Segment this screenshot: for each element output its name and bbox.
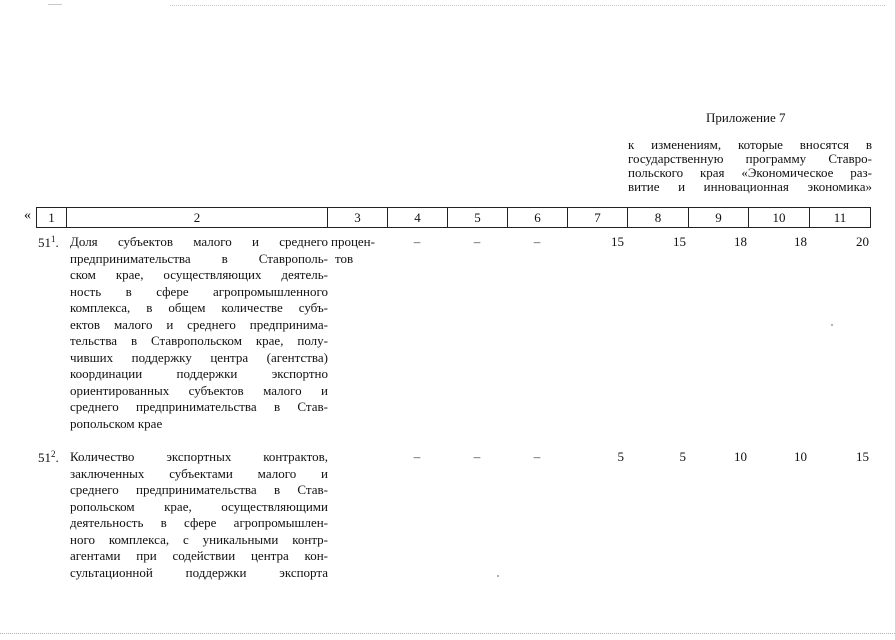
description-line: заключенных субъектами малого и [70,465,328,481]
header-cell-10: 10 [749,208,810,227]
description-line: координации поддержки экспортно [70,366,328,381]
cell-value: 18 [794,234,807,249]
description-line: ориентированных субъектов малого и [70,382,328,398]
unit-line: тов [335,250,354,266]
row-number: $51^1$. [38,234,59,250]
appendix-line: витие и инновационная экономика» [628,179,872,194]
unit-of-measure [331,234,387,267]
header-cell-8: 8 [628,208,689,227]
cell-dash: – [473,234,481,249]
description-line: чивших поддержку центра (агентства) [70,349,328,365]
bottom-rule [0,633,895,635]
appendix-line: государственную программу Ставро- [628,151,872,166]
opening-quote: « [24,208,31,223]
appendix-line: к изменениям, которые вносятся в [628,137,872,152]
cell-dash: – [533,449,541,464]
cell-dash: – [413,234,421,249]
appendix-title: Приложение 7 [706,110,786,125]
unit-line: процен- [331,234,375,249]
cell-value: 15 [673,234,686,249]
cell-value: 10 [794,449,807,464]
description-line: тельства в Ставропольском крае, полу- [70,333,328,348]
description-line: ектов малого и среднего предпринима- [70,316,328,332]
header-cell-3: 3 [328,208,388,227]
description-line: ного комплекса, с уникальными контр- [70,531,328,547]
row-description [70,449,328,581]
row-description [70,234,328,432]
cell-value: 10 [734,449,747,464]
cell-value: 5 [617,449,624,464]
header-cell-11: 11 [833,210,847,225]
appendix-caption [628,138,872,194]
header-cell-7: 7 [568,208,628,227]
cell-value: 15 [611,234,624,249]
cell-value: 5 [679,449,686,464]
cell-dash: – [413,449,421,464]
cell-value: 18 [734,234,747,249]
row-number-superscript: 1 [51,234,56,244]
header-cell-2: 2 [67,208,328,227]
description-line: среднего предпринимательства в Став- [70,482,328,497]
cell-dash: – [533,234,541,249]
top-rule [170,5,885,7]
table-header-row [36,207,871,228]
description-line: Доля субъектов малого и среднего [70,234,328,249]
header-cell-4: 4 [388,208,448,227]
row-number-base: 51 [38,235,51,250]
header-cell-9: 9 [689,208,749,227]
header-cell-5: 5 [448,208,508,227]
description-line: ропольском крае [70,415,163,431]
row-number: $51^2$. [38,449,59,465]
scan-speck [497,575,499,577]
cell-value: 15 [856,449,869,464]
header-cell-1: 1 [37,208,67,227]
description-line: ропольском крае, осуществляющими [70,498,328,514]
description-line: среднего предпринимательства в Став- [70,399,328,414]
scan-speck [831,324,833,326]
description-line: комплекса, в общем количестве субъ- [70,300,328,315]
description-line: предпринимательства в Ставрополь- [70,250,328,266]
appendix-line: польского края «Экономическое раз- [628,165,872,180]
description-line: агентами при содействии центра кон- [70,548,328,563]
description-line: ском крае, осуществляющих деятель- [70,267,328,282]
description-line: деятельность в сфере агропромышлен- [70,515,328,530]
cell-value: 20 [856,234,869,249]
cell-dash: – [473,449,481,464]
header-cell-6: 6 [508,208,568,227]
scan-mark [48,4,62,6]
description-line: Количество экспортных контрактов, [70,449,328,464]
row-number-superscript: 2 [51,449,56,459]
description-line: ность в сфере агропромышленного [70,283,328,299]
description-line: сультационной поддержки экспорта [70,564,328,580]
row-number-base: 51 [38,450,51,465]
